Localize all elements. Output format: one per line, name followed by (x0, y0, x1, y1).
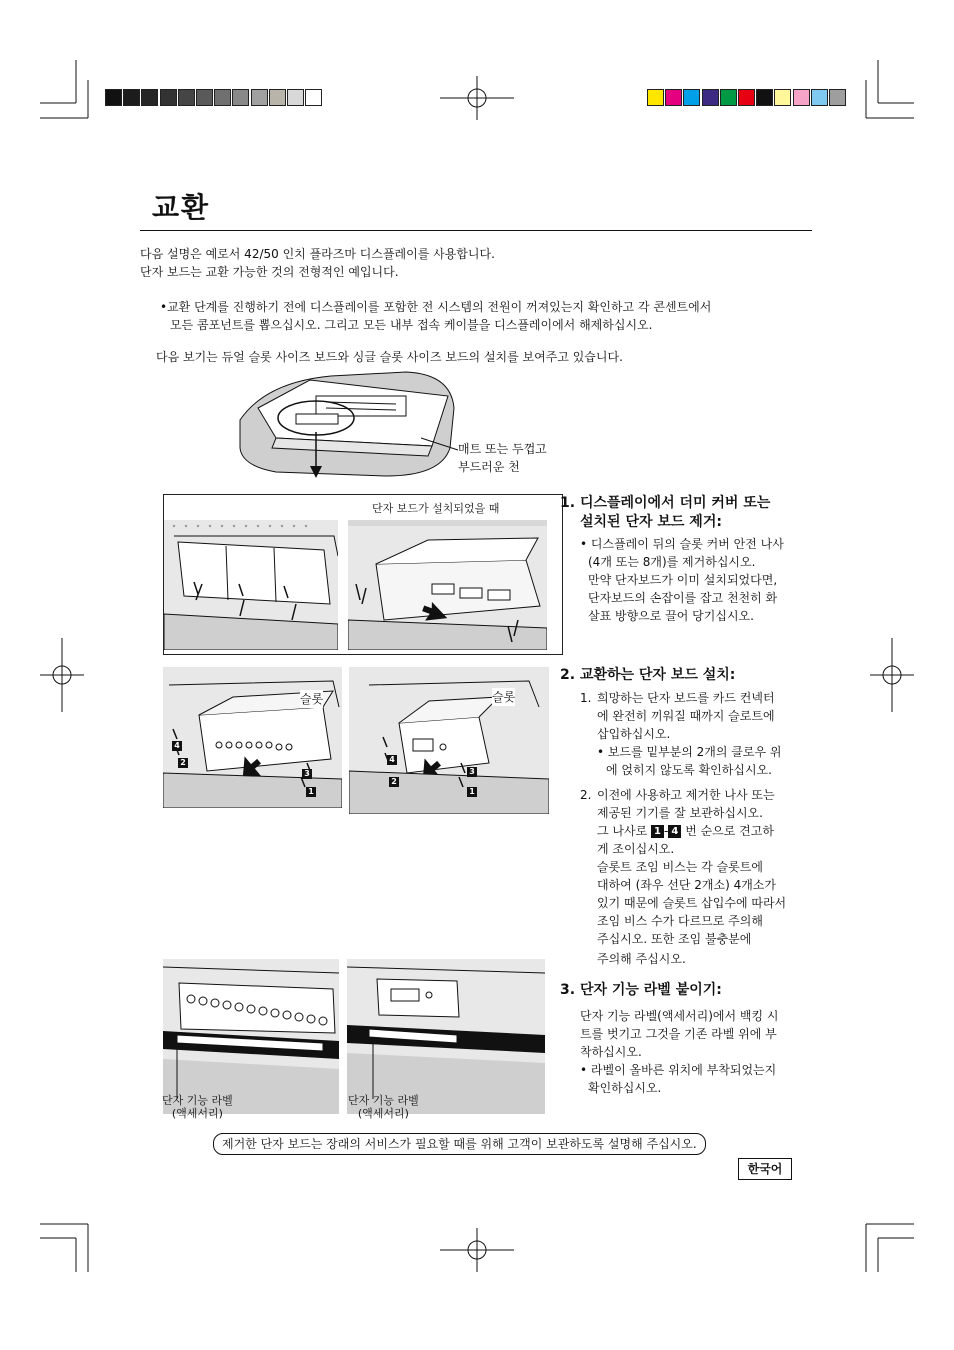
footer-note: 제거한 단자 보드는 장래의 서비스가 필요할 때를 위해 고객이 보관하도록 설명해 주십시오. (213, 1133, 706, 1155)
graybar-swatch (287, 89, 304, 106)
screw-number-4-left: 4 (172, 735, 182, 754)
step-2-title (560, 666, 735, 685)
label-caption-left-line-2: (액세서리) (171, 1107, 223, 1120)
step-1-body-2: (4개 또는 8개)를 제거하십시오. (588, 555, 756, 569)
step-3-body-3: 착하십시오. (580, 1045, 642, 1059)
step-2-sub2-rest-5: 조임 비스 수가 다르므로 주의해 (597, 914, 763, 928)
order-suffix: 번 순으로 견고하 (685, 824, 774, 838)
step-2-sub1-number: 1. (580, 691, 592, 705)
step-2-sub2-order (597, 822, 774, 840)
step-2-sub1-line-1: 희망하는 단자 보드를 카드 컨넥터 (597, 691, 775, 705)
graybar-swatch (141, 89, 158, 106)
step-1-title-line-1: 디스플레이에서 더미 커버 또는 (579, 495, 771, 511)
caution-line-1: •교환 단계를 진행하기 전에 디스플레이를 포함한 전 시스템의 전원이 꺼져있는지 확인하고 각 콘센트에서 (160, 300, 712, 314)
label-single-slot-figure (347, 959, 545, 1114)
step-2-sub2-rest-7: 주의해 주십시오. (597, 952, 686, 966)
colorbar-swatch (738, 89, 755, 106)
screw-number-1-right: 1 (467, 781, 477, 800)
step-3-title (560, 981, 722, 1000)
step-1-body-3: 만약 단자보드가 이미 설치되었다면, (588, 573, 778, 587)
graybar-swatch (160, 89, 177, 106)
board-removal-figure (348, 520, 547, 650)
label-caption-left (162, 1094, 233, 1120)
mat-label-2: 부드러운 천 (458, 460, 520, 474)
intro-line-1: 다음 설명은 예로서 42/50 인치 플라즈마 디스플레이를 사용합니다. (140, 247, 495, 261)
example-note: 다음 보기는 듀얼 슬롯 사이즈 보드와 싱글 슬롯 사이즈 보드의 설치를 보여주고 있습니다. (156, 350, 623, 364)
step-2-sub2-line-1: 이전에 사용하고 제거한 나사 또는 (597, 788, 775, 802)
screw-number-4-right: 4 (387, 749, 397, 768)
caution-line-2: 모든 콤포넌트를 뽑으십시오. 그리고 모든 내부 접속 케이블을 디스플레이에서 해제하십시오. (170, 318, 653, 332)
graybar-swatch (105, 89, 122, 106)
step-3-title-text: 단자 기능 라벨 붙이기: (579, 982, 722, 998)
label-caption-right-line-2: (액세서리) (357, 1107, 409, 1120)
installed-caption: 단자 보드가 설치되었을 때 (372, 502, 500, 515)
order-prefix: 그 나사로 (597, 824, 648, 838)
colorbar-swatch (756, 89, 773, 106)
step-3-body-5: 확인하십시오. (588, 1081, 662, 1095)
order-last-number: 4 (668, 825, 681, 838)
colorbar-swatch (720, 89, 737, 106)
colorbar-swatch (811, 89, 828, 106)
label-dual-slot-figure (163, 959, 339, 1114)
colorbar-swatch (829, 89, 846, 106)
step-2-sub1-bullet-1: • 보드를 밑부분의 2개의 클로우 위 (597, 745, 782, 759)
screw-number-3-right: 3 (467, 761, 477, 780)
order-first-number: 1 (651, 825, 664, 838)
step-2-sub1-bullet-2: 에 얹히지 않도록 확인하십시오. (606, 763, 772, 777)
mat-label-1: 매트 또는 두껍고 (458, 442, 547, 456)
step-2-sub2-line-2: 제공된 기기를 잘 보관하십시오. (597, 806, 763, 820)
label-caption-right-line-1: 단자 기능 라벨 (348, 1094, 419, 1107)
step-2-sub2-rest-6: 주십시오. 또한 조임 불충분에 (597, 932, 752, 946)
slot-label-left: 슬롯 (300, 692, 324, 706)
step-1-title (560, 494, 770, 513)
graybar-swatch (214, 89, 231, 106)
step-1-number: 1. (560, 495, 576, 511)
step-2-sub2-rest-1: 게 조이십시오. (597, 842, 675, 856)
screw-number-2-left: 2 (178, 752, 188, 771)
colorbar-swatch (702, 89, 719, 106)
graybar-swatch (251, 89, 268, 106)
colorbar-swatch (774, 89, 791, 106)
label-caption-left-line-1: 단자 기능 라벨 (162, 1094, 233, 1107)
display-on-mat-figure (236, 368, 466, 480)
colorbar-swatch (793, 89, 810, 106)
language-badge: 한국어 (738, 1158, 792, 1180)
step-1-body-1: • 디스플레이 뒤의 슬롯 커버 안전 나사 (580, 537, 784, 551)
graybar-swatch (305, 89, 322, 106)
step-3-body-2: 트를 벗기고 그것을 기존 라벨 위에 부 (580, 1027, 777, 1041)
step-1-title-line-2: 설치된 단자 보드 제거: (580, 514, 722, 530)
label-caption-right (348, 1094, 419, 1120)
graybar-swatch (269, 89, 286, 106)
graybar-swatch (178, 89, 195, 106)
screw-number-1-left: 1 (306, 781, 316, 800)
step-1-body-4: 단자보드의 손잡이를 잡고 천천히 화 (588, 591, 778, 605)
slot-label-right: 슬롯 (492, 690, 516, 704)
step-2-sub2-rest-3: 대하여 (좌우 선단 2개소) 4개소가 (597, 878, 776, 892)
intro-line-2: 단자 보드는 교환 가능한 것의 전형적인 예입니다. (140, 265, 399, 279)
dummy-cover-removal-figure (164, 520, 338, 650)
step-2-sub2-rest-4: 있기 때문에 슬롯트 삽입수에 따라서 (597, 896, 787, 910)
colorbar-swatch (647, 89, 664, 106)
single-slot-install-figure (349, 667, 549, 814)
step-2-sub1-line-2: 에 완전히 끼워질 때까지 슬로트에 (597, 709, 775, 723)
step-3-body-4: • 라벨이 올바른 위치에 부착되었는지 (580, 1063, 777, 1077)
step-3-body-1: 단자 기능 라벨(액세서리)에서 백킹 시 (580, 1009, 779, 1023)
page-title: 교환 (152, 191, 211, 224)
step-3-number: 3. (560, 982, 576, 998)
step-2-number: 2. (560, 667, 576, 683)
order-dash: - (664, 824, 669, 838)
step-2-sub1-line-3: 삽입하십시오. (597, 727, 671, 741)
screw-number-2-right: 2 (389, 771, 399, 790)
title-rule (140, 230, 812, 231)
graybar-swatch (196, 89, 213, 106)
graybar-swatch (123, 89, 140, 106)
colorbar-swatch (665, 89, 682, 106)
step-2-title-text: 교환하는 단자 보드 설치: (579, 667, 736, 683)
colorbar-swatch (683, 89, 700, 106)
step-2-sub2-rest-2: 슬롯트 조임 비스는 각 슬롯트에 (597, 860, 763, 874)
step-2-sub2-number: 2. (580, 788, 592, 802)
graybar-swatch (232, 89, 249, 106)
screw-number-3-left: 3 (302, 763, 312, 782)
step-1-body-5: 살표 방향으로 끌어 당기십시오. (588, 609, 754, 623)
